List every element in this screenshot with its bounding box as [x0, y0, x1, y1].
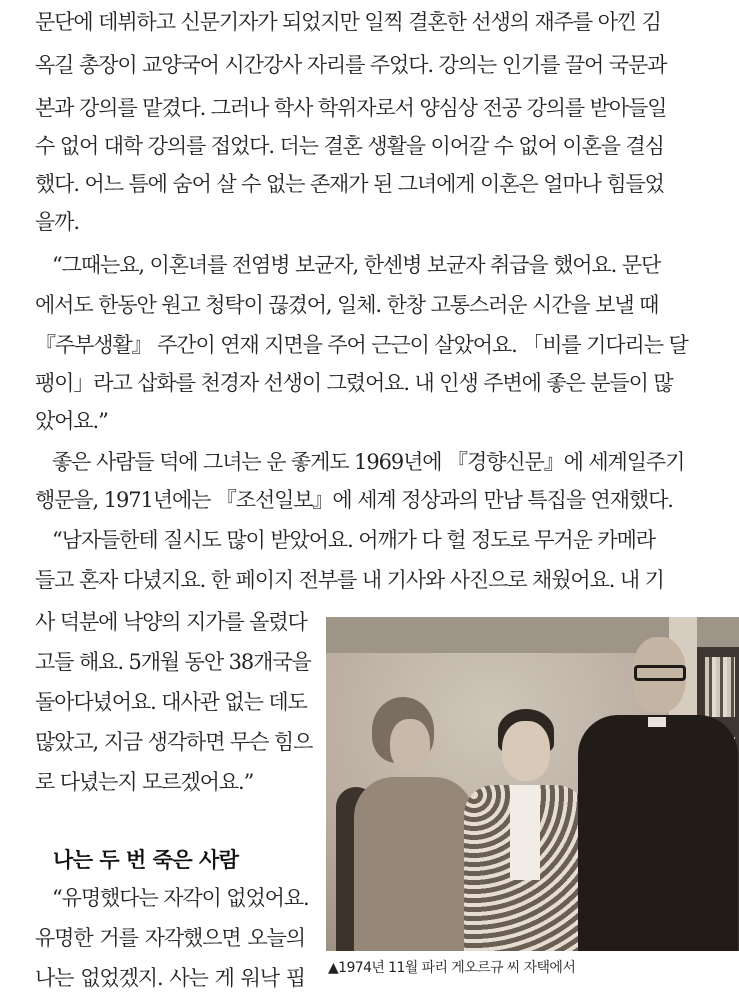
text-line: 로 다녔는지 모르겠어요.”: [35, 770, 254, 794]
text-line: 팽이」라고 삽화를 천경자 선생이 그렸어요. 내 인생 주변에 좋은 분들이 많: [35, 371, 673, 395]
text-line: 나는 없었겠지. 사는 게 워낙 핍: [35, 966, 305, 990]
text-line: 았어요.”: [35, 409, 108, 433]
person-body: [354, 777, 474, 951]
text-line: “유명했다는 자각이 없었어요.: [52, 886, 309, 910]
text-line: 옥길 총장이 교양국어 시간강사 자리를 주었다. 강의는 인기를 끌어 국문과: [35, 53, 667, 77]
text-line: 에서도 한동안 원고 청탁이 끊겼어, 일체. 한창 고통스러운 시간을 보낼 때: [35, 293, 659, 317]
text-line: 했다. 어느 틈에 숨어 살 수 없는 존재가 된 그녀에게 이혼은 얼마나 힘들었: [35, 172, 664, 196]
text-line: 돌아다녔어요. 대사관 없는 데도: [35, 690, 307, 714]
person-face: [502, 721, 550, 781]
person-body: [578, 715, 738, 951]
photo-person-priest: [578, 637, 738, 951]
glasses-icon: [634, 665, 686, 681]
person-collar: [510, 785, 540, 880]
text-line: 을까.: [35, 210, 79, 234]
text-line: 고들 해요. 5개월 동안 38개국을: [35, 650, 311, 674]
section-heading: 나는 두 번 죽은 사람: [53, 848, 239, 872]
photo-person-elderly-woman: [354, 697, 474, 951]
person-face: [390, 719, 430, 771]
person-collar: [648, 717, 666, 727]
photo-caption: ▲1974년 11월 파리 게오르규 씨 자택에서: [328, 960, 576, 976]
text-line: 많았고, 지금 생각하면 무슨 힘으: [35, 730, 313, 754]
text-line: 문단에 데뷔하고 신문기자가 되었지만 일찍 결혼한 선생의 재주를 아낀 김: [35, 10, 661, 34]
text-line: “그때는요, 이혼녀를 전염병 보균자, 한센병 보균자 취급을 했어요. 문단: [52, 253, 661, 277]
text-line: “남자들한테 질시도 많이 받았어요. 어깨가 다 헐 정도로 무거운 카메라: [52, 528, 655, 552]
text-line: 사 덕분에 낙양의 지가를 올렸다: [35, 610, 307, 634]
article-photo: [326, 617, 739, 951]
text-line: 행문을, 1971년에는 『조선일보』에 세계 정상과의 만남 특집을 연재했다.: [35, 488, 673, 512]
text-line: 수 없어 대학 강의를 접었다. 더는 결혼 생활을 이어갈 수 없어 이혼을 결심: [35, 134, 664, 158]
text-line: 좋은 사람들 덕에 그녀는 운 좋게도 1969년에 『경향신문』에 세계일주기: [52, 450, 685, 474]
text-line: 들고 혼자 다녔지요. 한 페이지 전부를 내 기사와 사진으로 채웠어요. 내 기: [35, 568, 664, 592]
photo-person-young-woman: [464, 709, 586, 951]
text-line: 『주부생활』 주간이 연재 지면을 주어 근근이 살았어요. 「비를 기다리는 달: [35, 333, 688, 357]
text-line: 본과 강의를 맡겼다. 그러나 학사 학위자로서 양심상 전공 강의를 받아들일: [35, 96, 667, 120]
text-line: 유명한 거를 자각했으면 오늘의: [35, 926, 305, 950]
